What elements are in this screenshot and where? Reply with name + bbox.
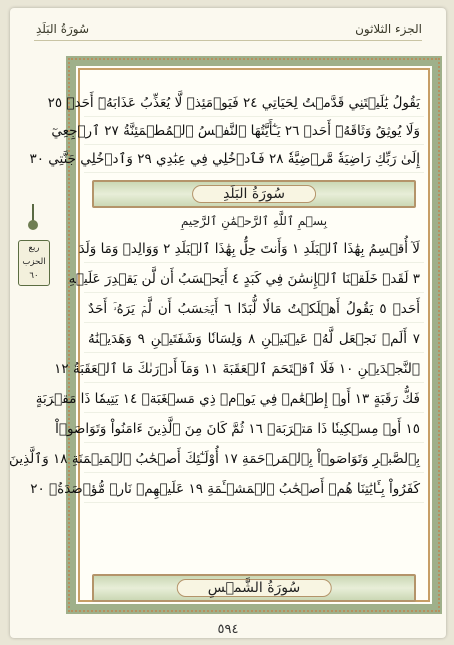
juz-header: الجزء الثلاثون (355, 22, 422, 36)
text-line-8: ٱلنَّجۡدَيۡنِ ١٠ فَلَا ٱقۡتَحَمَ ٱلۡعَقَبَةَ ١١ وَمَآ أَدۡرَىٰكَ مَا ٱلۡعَقَبَةُ ١٢ (84, 356, 424, 383)
page-number: ٥٩٤ (217, 622, 239, 637)
next-surah-banner (92, 574, 416, 602)
basmala: بِسۡمِ ٱللَّهِ ٱلرَّحۡمَٰنِ ٱلرَّحِيمِ (180, 214, 328, 228)
text-line-1: يَقُولُ يَٰلَيۡتَنِي قَدَّمۡتُ لِحَيَاتِي ٢٤ فَيَوۡمَئِذٖ لَّا يُعَذِّبُ عَذَابَهُۥٓ أَحَدٞ ٢٥ (84, 90, 424, 117)
text-line-2: وَلَا يُوثِقُ وَثَاقَهُۥٓ أَحَدٞ ٢٦ يَـٰٓأَيَّتُهَا ٱلنَّفۡسُ ٱلۡمُطۡمَئِنَّةُ ٢٧ ٱرۡجِعِيٓ (84, 118, 424, 145)
text-line-3: إِلَىٰ رَبِّكِ رَاضِيَةٗ مَّرۡضِيَّةٗ ٢٨ فَٱدۡخُلِي فِي عِبَٰدِي ٢٩ وَٱدۡخُلِي جَنَّتِي ٣٠ (84, 146, 424, 173)
marker-line-2: الحزب (22, 257, 46, 267)
marker-ornament-icon (28, 220, 38, 230)
text-line-12: كَفَرُواْ بِـَٔايَٰتِنَا هُمۡ أَصۡحَٰبُ ٱلۡمَشۡـَٔمَةِ ١٩ عَلَيۡهِمۡ نَارٞ مُّؤۡصَدَةُۢ ٢٠ (84, 476, 424, 503)
surah-header: سُورَةُ البَلَدِ (36, 22, 90, 36)
text-line-5: ٣ لَقَدۡ خَلَقۡنَا ٱلۡإِنسَٰنَ فِي كَبَدٍ ٤ أَيَحۡسَبُ أَن لَّن يَقۡدِرَ عَلَيۡهِ (84, 266, 424, 293)
hizb-quarter-marker (18, 204, 48, 286)
text-line-10: ١٥ أَوۡ مِسۡكِينٗا ذَا مَتۡرَبَةٖ ١٦ ثُمَّ كَانَ مِنَ ٱلَّذِينَ ءَامَنُواْ وَتَوَاصَوۡاْ (84, 416, 424, 443)
next-surah-title: سُورَةُ الشَّمۡسِ (177, 579, 332, 597)
header-divider (34, 40, 422, 41)
marker-box (18, 240, 50, 286)
marker-line-3: ٦٠ (29, 271, 39, 281)
surah-title-banner (92, 180, 416, 208)
text-line-4: لَآ أُقۡسِمُ بِهَٰذَا ٱلۡبَلَدِ ١ وَأَنتَ حِلُّۢ بِهَٰذَا ٱلۡبَلَدِ ٢ وَوَالِدٖ وَمَا وَلَدَ (84, 236, 424, 263)
marker-line-1: ربع (28, 243, 40, 253)
surah-title: سُورَةُ البَلَدِ (192, 185, 316, 203)
text-line-11: بِٱلصَّبۡرِ وَتَوَاصَوۡاْ بِٱلۡمَرۡحَمَةِ ١٧ أُوْلَـٰٓئِكَ أَصۡحَٰبُ ٱلۡمَيۡمَنَةِ ١٨ وَٱلَّذِينَ (84, 446, 424, 473)
mushaf-page (10, 8, 446, 638)
text-line-9: فَكُّ رَقَبَةٍ ١٣ أَوۡ إِطۡعَٰمٞ فِي يَوۡمٖ ذِي مَسۡغَبَةٖ ١٤ يَتِيمٗا ذَا مَقۡرَبَةٍ (84, 386, 424, 413)
text-line-6: أَحَدٞ ٥ يَقُولُ أَهۡلَكۡتُ مَالٗا لُّبَدًا ٦ أَيَحۡسَبُ أَن لَّمۡ يَرَهُۥٓ أَحَدٌ (84, 296, 424, 323)
text-line-7: ٧ أَلَمۡ نَجۡعَل لَّهُۥ عَيۡنَيۡنِ ٨ وَلِسَانٗا وَشَفَتَيۡنِ ٩ وَهَدَيۡنَٰهُ (84, 326, 424, 353)
